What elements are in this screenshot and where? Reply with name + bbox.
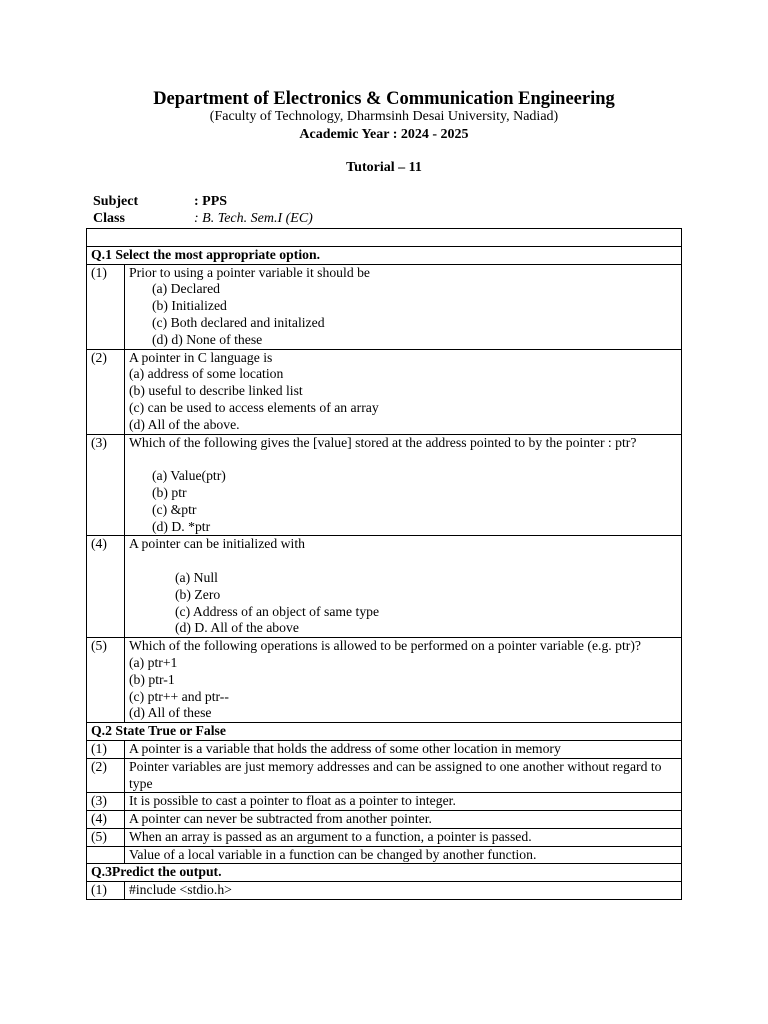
question-text: Pointer variables are just memory addresses and can be assigned to one another without regard to type — [125, 758, 682, 793]
question-number: (1) — [87, 882, 125, 900]
option: (d) D. All of the above — [175, 620, 299, 636]
table-row — [87, 740, 682, 758]
table-row — [87, 536, 682, 638]
option: (b) Initialized — [152, 298, 227, 314]
subject-value: : PPS — [194, 194, 228, 209]
option: (a) Null — [175, 569, 218, 585]
tutorial-title: Tutorial – 11 — [346, 160, 422, 175]
option: (c) Address of an object of same type — [175, 603, 380, 619]
question-text: Which of the following operations is allowed to be performed on a pointer variable (e.g. ptr)? — [129, 638, 641, 654]
option: (b) ptr — [152, 484, 187, 500]
table-row — [87, 793, 682, 811]
question-number: (4) — [87, 811, 125, 829]
question-cell — [125, 536, 682, 638]
empty-row — [87, 229, 682, 247]
question-number: (5) — [87, 638, 125, 723]
question-number — [87, 846, 125, 864]
option: (c) &ptr — [152, 501, 197, 517]
section-q3-title: Q.3Predict the output. — [87, 864, 682, 882]
subject-label: Subject — [93, 194, 139, 209]
table-row — [87, 811, 682, 829]
table-row — [87, 846, 682, 864]
question-cell — [125, 264, 682, 349]
question-number: (4) — [87, 536, 125, 638]
question-text: A pointer in C language is — [129, 349, 273, 365]
option: (a) address of some location — [129, 366, 284, 382]
table-row — [87, 349, 682, 434]
option: (b) Zero — [175, 586, 221, 602]
table-row — [87, 758, 682, 793]
faculty-subtitle: (Faculty of Technology, Dharmsinh Desai University, Nadiad) — [209, 109, 559, 124]
question-text: Value of a local variable in a function can be changed by another function. — [125, 846, 682, 864]
option: (d) D. *ptr — [152, 518, 211, 534]
question-cell — [125, 434, 682, 536]
option: (c) Both declared and initalized — [152, 314, 325, 330]
question-text: Prior to using a pointer variable it should be — [129, 264, 371, 280]
question-text: It is possible to cast a pointer to float as a pointer to integer. — [125, 793, 682, 811]
question-text: When an array is passed as an argument to a function, a pointer is passed. — [125, 828, 682, 846]
option: (d) d) None of these — [152, 331, 263, 347]
option: (a) ptr+1 — [129, 654, 178, 670]
option: (c) ptr++ and ptr-- — [129, 688, 229, 704]
table-row — [87, 828, 682, 846]
question-number: (2) — [87, 349, 125, 434]
question-number: (1) — [87, 740, 125, 758]
subject-line — [93, 193, 227, 210]
question-number: (2) — [87, 758, 125, 793]
class-line — [93, 210, 313, 227]
option: (b) useful to describe linked list — [129, 383, 303, 399]
option: (c) can be used to access elements of an array — [129, 399, 379, 415]
questions-table — [86, 228, 682, 900]
question-cell — [125, 638, 682, 723]
section-q1-row — [87, 246, 682, 264]
option: (b) ptr-1 — [129, 671, 175, 687]
academic-year: Academic Year : 2024 - 2025 — [299, 127, 469, 142]
class-value: : B. Tech. Sem.I (EC) — [194, 211, 313, 226]
table-row — [87, 434, 682, 536]
option: (a) Value(ptr) — [152, 468, 226, 484]
option: (a) Declared — [152, 281, 221, 297]
option: (d) All of the above. — [129, 416, 240, 432]
option: (d) All of these — [129, 705, 212, 721]
section-q2-row — [87, 723, 682, 741]
code-line: #include <stdio.h> — [125, 882, 682, 900]
question-text: A pointer is a variable that holds the address of some other location in memory — [125, 740, 682, 758]
question-number: (5) — [87, 828, 125, 846]
question-number: (3) — [87, 434, 125, 536]
question-cell — [125, 349, 682, 434]
question-text: A pointer can be initialized with — [129, 536, 305, 552]
section-q3-row — [87, 864, 682, 882]
question-number: (3) — [87, 793, 125, 811]
department-title: Department of Electronics & Communication Engineering — [153, 89, 615, 109]
section-q2-title: Q.2 State True or False — [87, 723, 682, 741]
question-text: A pointer can never be subtracted from another pointer. — [125, 811, 682, 829]
table-row — [87, 264, 682, 349]
table-row — [87, 638, 682, 723]
question-number: (1) — [87, 264, 125, 349]
table-row — [87, 882, 682, 900]
section-q1-title: Q.1 Select the most appropriate option. — [87, 246, 682, 264]
class-label: Class — [93, 211, 125, 226]
question-text: Which of the following gives the [value] stored at the address pointed to by the pointer : ptr? — [129, 434, 637, 450]
